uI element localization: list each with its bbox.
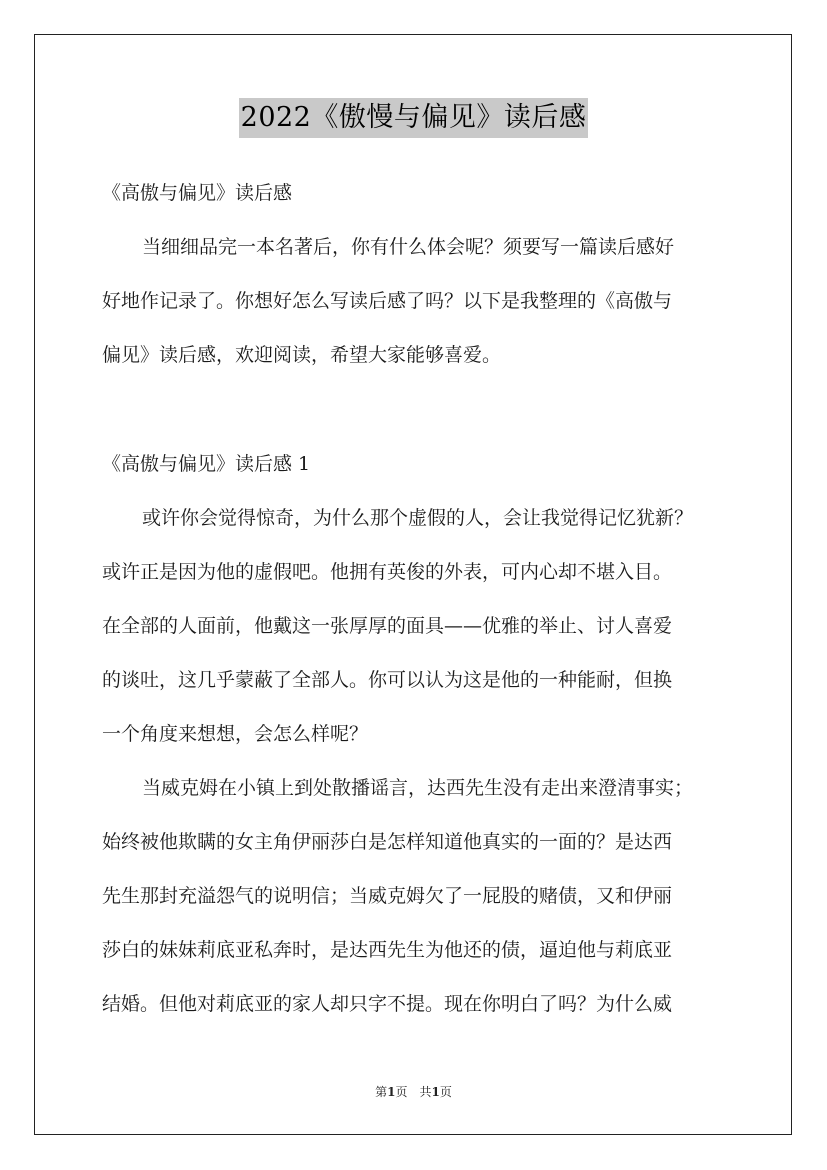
section-heading	[102, 437, 310, 491]
body-paragraph-2	[102, 761, 742, 1031]
subtitle-text: 《高傲与偏见》读后感	[102, 182, 293, 204]
text-line: 或许你会觉得惊奇，为什么那个虚假的人，会让我觉得记忆犹新？	[142, 507, 694, 529]
text-line: 好地作记录了。你想好怎么写读后感了吗？以下是我整理的《高傲与	[102, 290, 673, 312]
title-container	[0, 98, 827, 138]
text-line: 的谈吐，这几乎蒙蔽了全部人。你可以认为这是他的一种能耐，但换	[102, 669, 673, 691]
page-footer	[0, 1083, 827, 1100]
text-line: 一个角度来想想，会怎么样呢？	[102, 723, 369, 745]
page-suffix: 页	[439, 1085, 452, 1099]
text-line: 结婚。但他对莉底亚的家人却只字不提。现在你明白了吗？为什么威	[102, 993, 673, 1015]
page-number: 1	[387, 1085, 396, 1099]
document-title: 2022《傲慢与偏见》读后感	[239, 98, 589, 138]
text-line: 当细细品完一本名著后，你有什么体会呢？须要写一篇读后感好	[142, 236, 675, 258]
page-prefix: 第	[375, 1085, 388, 1099]
intro-paragraph	[102, 220, 742, 382]
text-line: 或许正是因为他的虚假吧。他拥有英俊的外表，可内心却不堪入目。	[102, 561, 673, 583]
text-line: 偏见》读后感，欢迎阅读，希望大家能够喜爱。	[102, 344, 502, 366]
text-line: 始终被他欺瞒的女主角伊丽莎白是怎样知道他真实的一面的？是达西	[102, 831, 673, 853]
body-paragraph-1	[102, 491, 742, 761]
page-mid: 页 共	[395, 1085, 432, 1099]
subtitle	[102, 166, 292, 220]
section-heading-text: 《高傲与偏见》读后感 1	[102, 453, 311, 475]
text-line: 在全部的人面前，他戴这一张厚厚的面具——优雅的举止、讨人喜爱	[102, 615, 673, 637]
page-total: 1	[431, 1085, 440, 1099]
text-line: 先生那封充溢怨气的说明信；当威克姆欠了一屁股的赌债，又和伊丽	[102, 885, 673, 907]
text-line: 当威克姆在小镇上到处散播谣言，达西先生没有走出来澄清事实；	[142, 777, 694, 799]
text-line: 莎白的妹妹莉底亚私奔时，是达西先生为他还的债，逼迫他与莉底亚	[102, 939, 673, 961]
